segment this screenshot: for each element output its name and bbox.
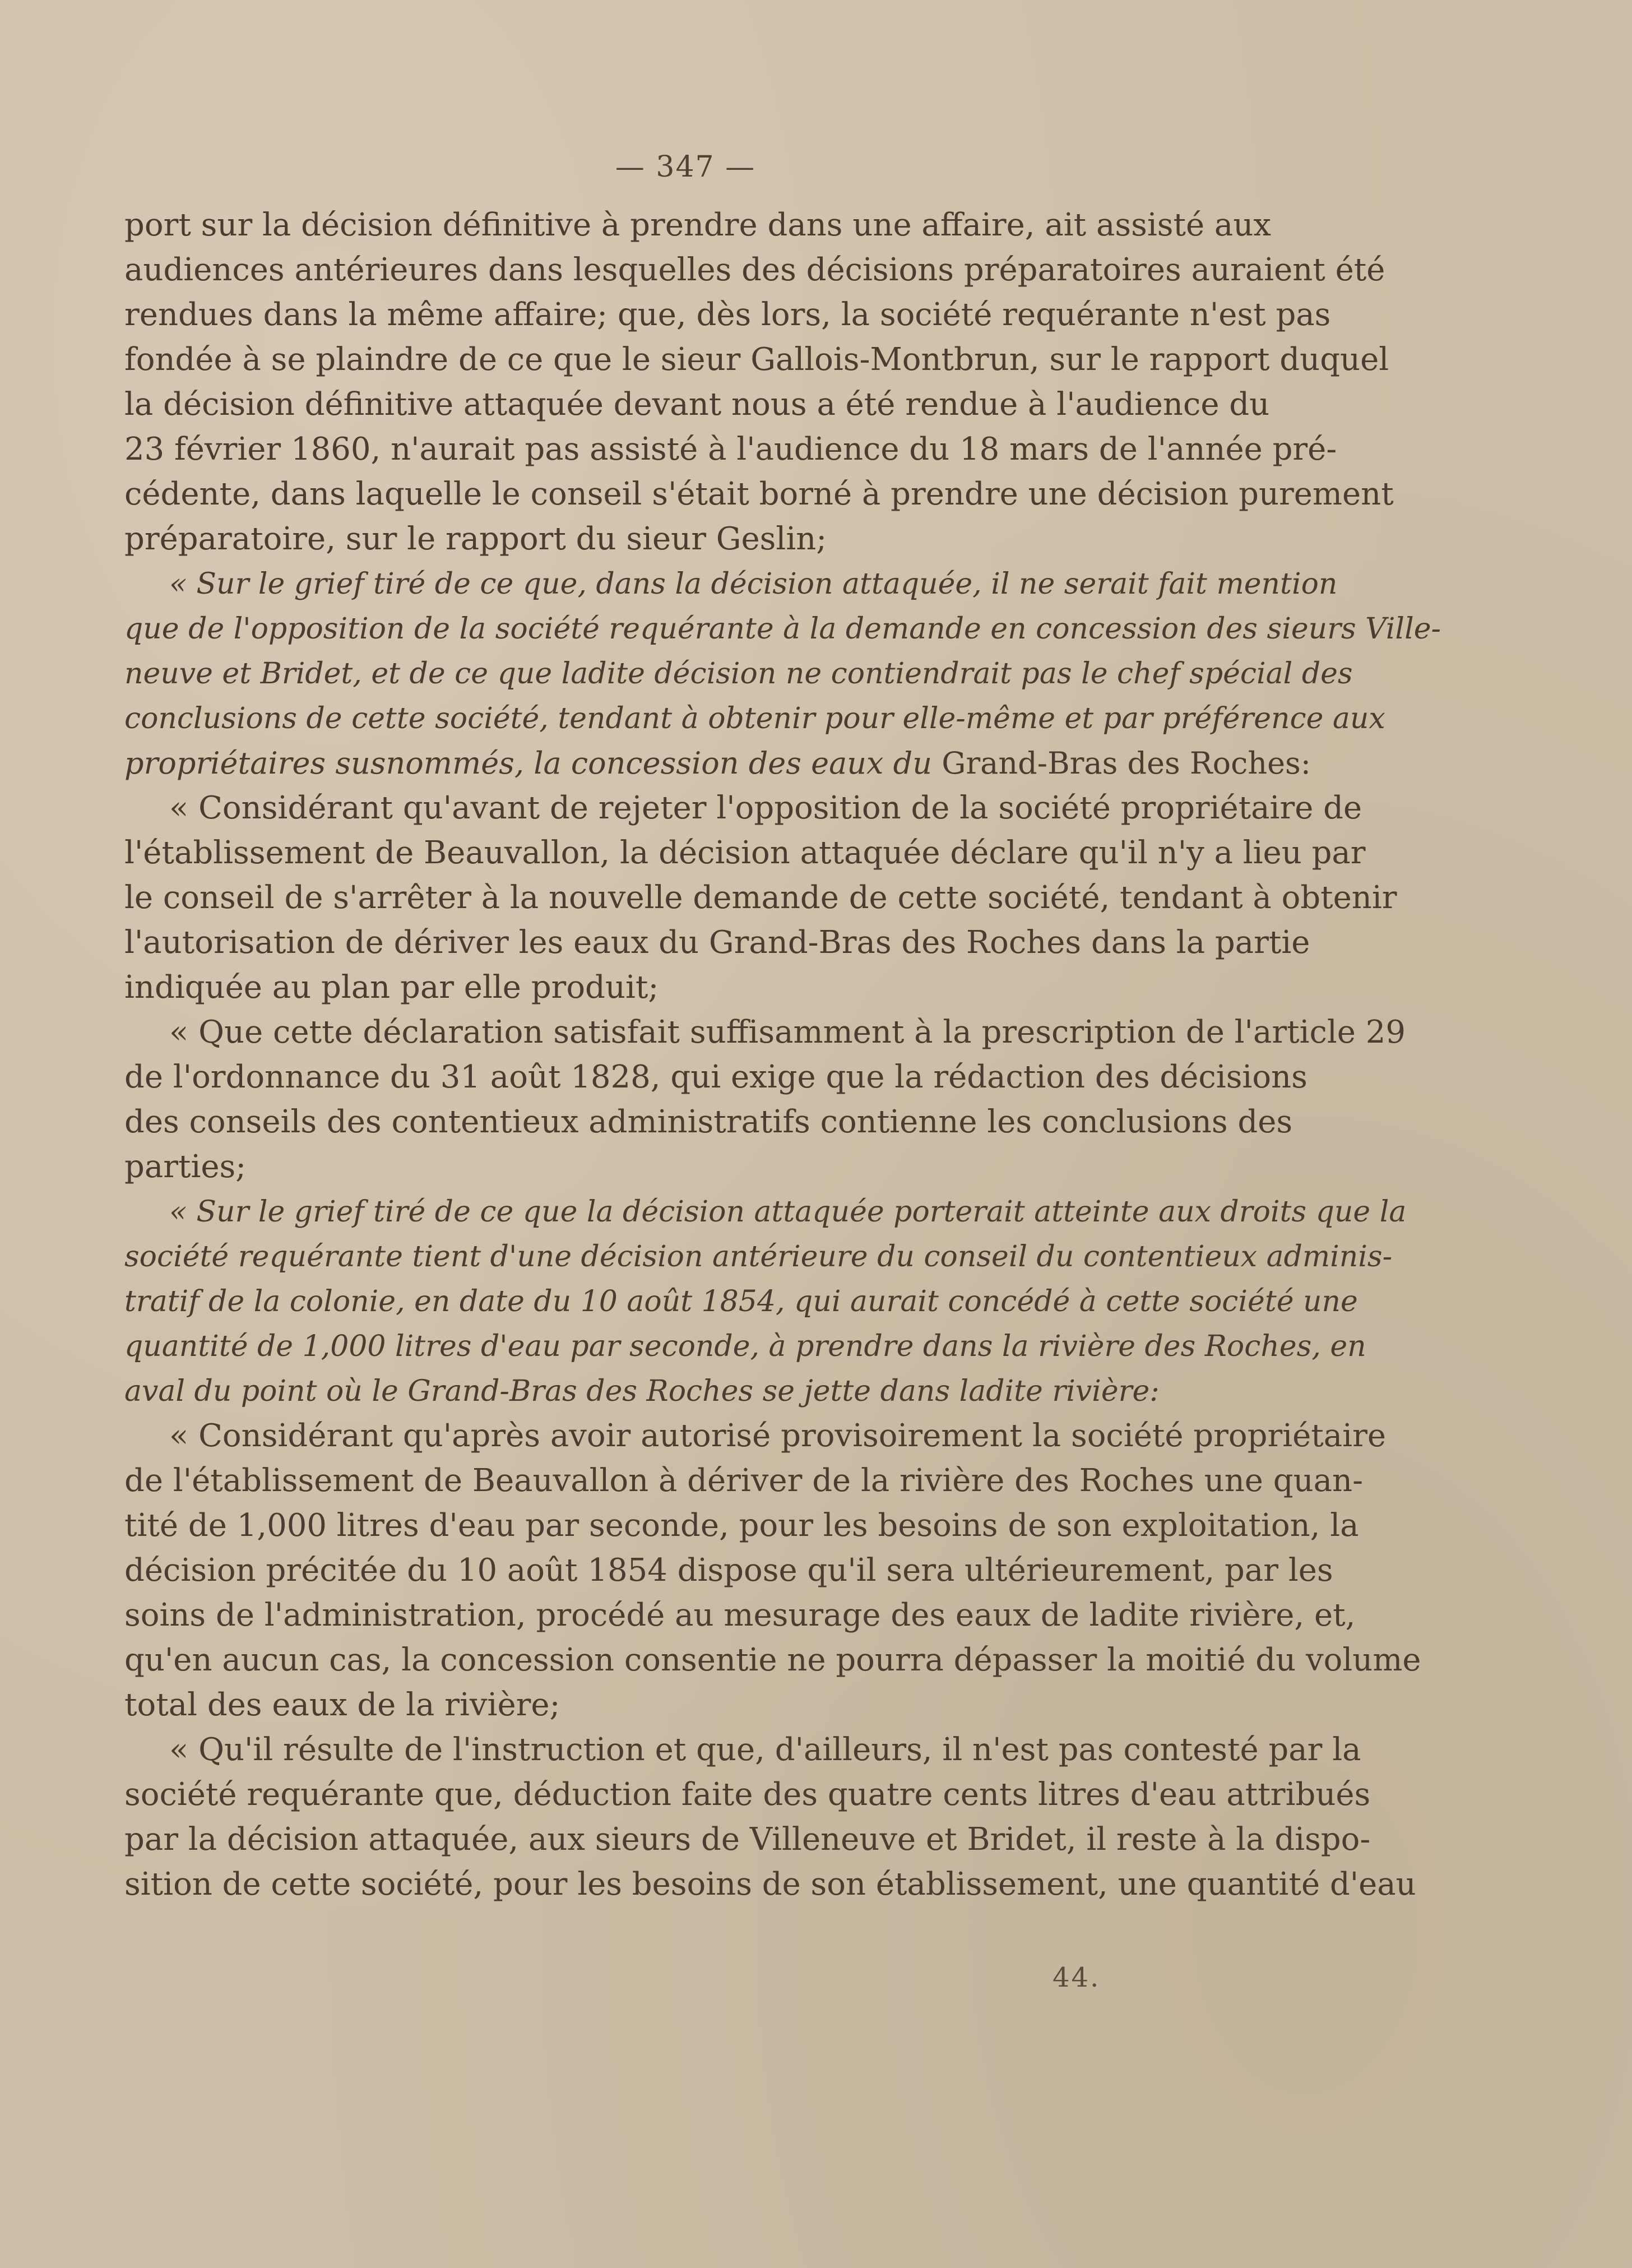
signature-mark: 44. — [1053, 1962, 1101, 1993]
text-line: « Que cette déclaration satisfait suffisamment à la prescription de l'article 29 — [169, 1014, 1406, 1050]
text-line: 23 février 1860, n'aurait pas assisté à l'audience du 18 mars de l'année pré- — [124, 431, 1337, 468]
text-line: conclusions de cette société, tendant à obtenir pour elle-même et par préférence aux — [124, 702, 1385, 735]
text-line — [124, 741, 1311, 786]
text-line: de l'ordonnance du 31 août 1828, qui exige que la rédaction des décisions — [124, 1059, 1308, 1095]
text-line: société requérante que, déduction faite des quatre cents litres d'eau attribués — [124, 1776, 1371, 1813]
text-line: de l'établissement de Beauvallon à dériver de la rivière des Roches une quan- — [124, 1462, 1364, 1499]
text-line: « Considérant qu'avant de rejeter l'opposition de la société propriétaire de — [169, 790, 1362, 826]
text-line: audiences antérieures dans lesquelles des décisions préparatoires auraient été — [124, 252, 1385, 288]
text-line: « Qu'il résulte de l'instruction et que, d'ailleurs, il n'est pas contesté par la — [169, 1732, 1361, 1768]
text-line: parties; — [124, 1149, 247, 1185]
text-line: rendues dans la même affaire; que, dès lors, la société requérante n'est pas — [124, 297, 1331, 333]
text-line: soins de l'administration, procédé au mesurage des eaux de ladite rivière, et, — [124, 1597, 1356, 1633]
text-line: des conseils des contentieux administratifs contienne les conclusions des — [124, 1104, 1293, 1140]
body-text — [124, 203, 1441, 1907]
text-line: la décision définitive attaquée devant nous a été rendue à l'audience du — [124, 386, 1270, 423]
text-line: total des eaux de la rivière; — [124, 1687, 560, 1723]
text-line: « Considérant qu'après avoir autorisé provisoirement la société propriétaire — [169, 1418, 1386, 1454]
text-line: société requérante tient d'une décision antérieure du conseil du contentieux adminis- — [124, 1240, 1393, 1274]
text-line: aval du point où le Grand-Bras des Roches se jette dans ladite rivière: — [124, 1374, 1160, 1408]
text-line: indiquée au plan par elle produit; — [124, 969, 659, 1006]
page-number: — 347 — — [615, 150, 756, 184]
text-line: « Sur le grief tiré de ce que, dans la décision attaquée, il ne serait fait mention — [169, 567, 1338, 601]
text-line: cédente, dans laquelle le conseil s'était borné à prendre une décision purement — [124, 476, 1394, 512]
text-line: quantité de 1,000 litres d'eau par seconde, à prendre dans la rivière des Roches, en — [124, 1330, 1366, 1363]
text-line: l'autorisation de dériver les eaux du Grand-Bras des Roches dans la partie — [124, 924, 1310, 961]
italic-segment: propriétaires susnommés, la concession des eaux du — [124, 746, 933, 781]
text-line: l'établissement de Beauvallon, la décision attaquée déclare qu'il n'y a lieu par — [124, 835, 1366, 871]
text-line: tratif de la colonie, en date du 10 août 1854, qui aurait concédé à cette société une — [124, 1285, 1358, 1318]
text-line: décision précitée du 10 août 1854 dispose qu'il sera ultérieurement, par les — [124, 1552, 1333, 1589]
text-line: par la décision attaquée, aux sieurs de Villeneuve et Bridet, il reste à la dispo- — [124, 1821, 1371, 1858]
text-line: port sur la décision définitive à prendre dans une affaire, ait assisté aux — [124, 207, 1271, 243]
text-line: neuve et Bridet, et de ce que ladite décision ne contiendrait pas le chef spécial des — [124, 657, 1353, 691]
text-line: que de l'opposition de la société requérante à la demande en concession des sieurs Ville- — [124, 612, 1441, 646]
text-line: qu'en aucun cas, la concession consentie ne pourra dépasser la moitié du volume — [124, 1642, 1421, 1678]
text-line: sition de cette société, pour les besoins de son établissement, une quantité d'eau — [124, 1866, 1416, 1903]
text-line: préparatoire, sur le rapport du sieur Geslin; — [124, 521, 827, 557]
text-line: le conseil de s'arrêter à la nouvelle demande de cette société, tendant à obtenir — [124, 880, 1397, 916]
text-line: fondée à se plaindre de ce que le sieur Gallois-Montbrun, sur le rapport duquel — [124, 341, 1389, 378]
text-line: tité de 1,000 litres d'eau par seconde, pour les besoins de son exploitation, la — [124, 1507, 1359, 1544]
roman-segment: Grand-Bras des Roches: — [942, 746, 1311, 781]
text-line: « Sur le grief tiré de ce que la décision attaquée porterait atteinte aux droits que la — [169, 1195, 1407, 1229]
